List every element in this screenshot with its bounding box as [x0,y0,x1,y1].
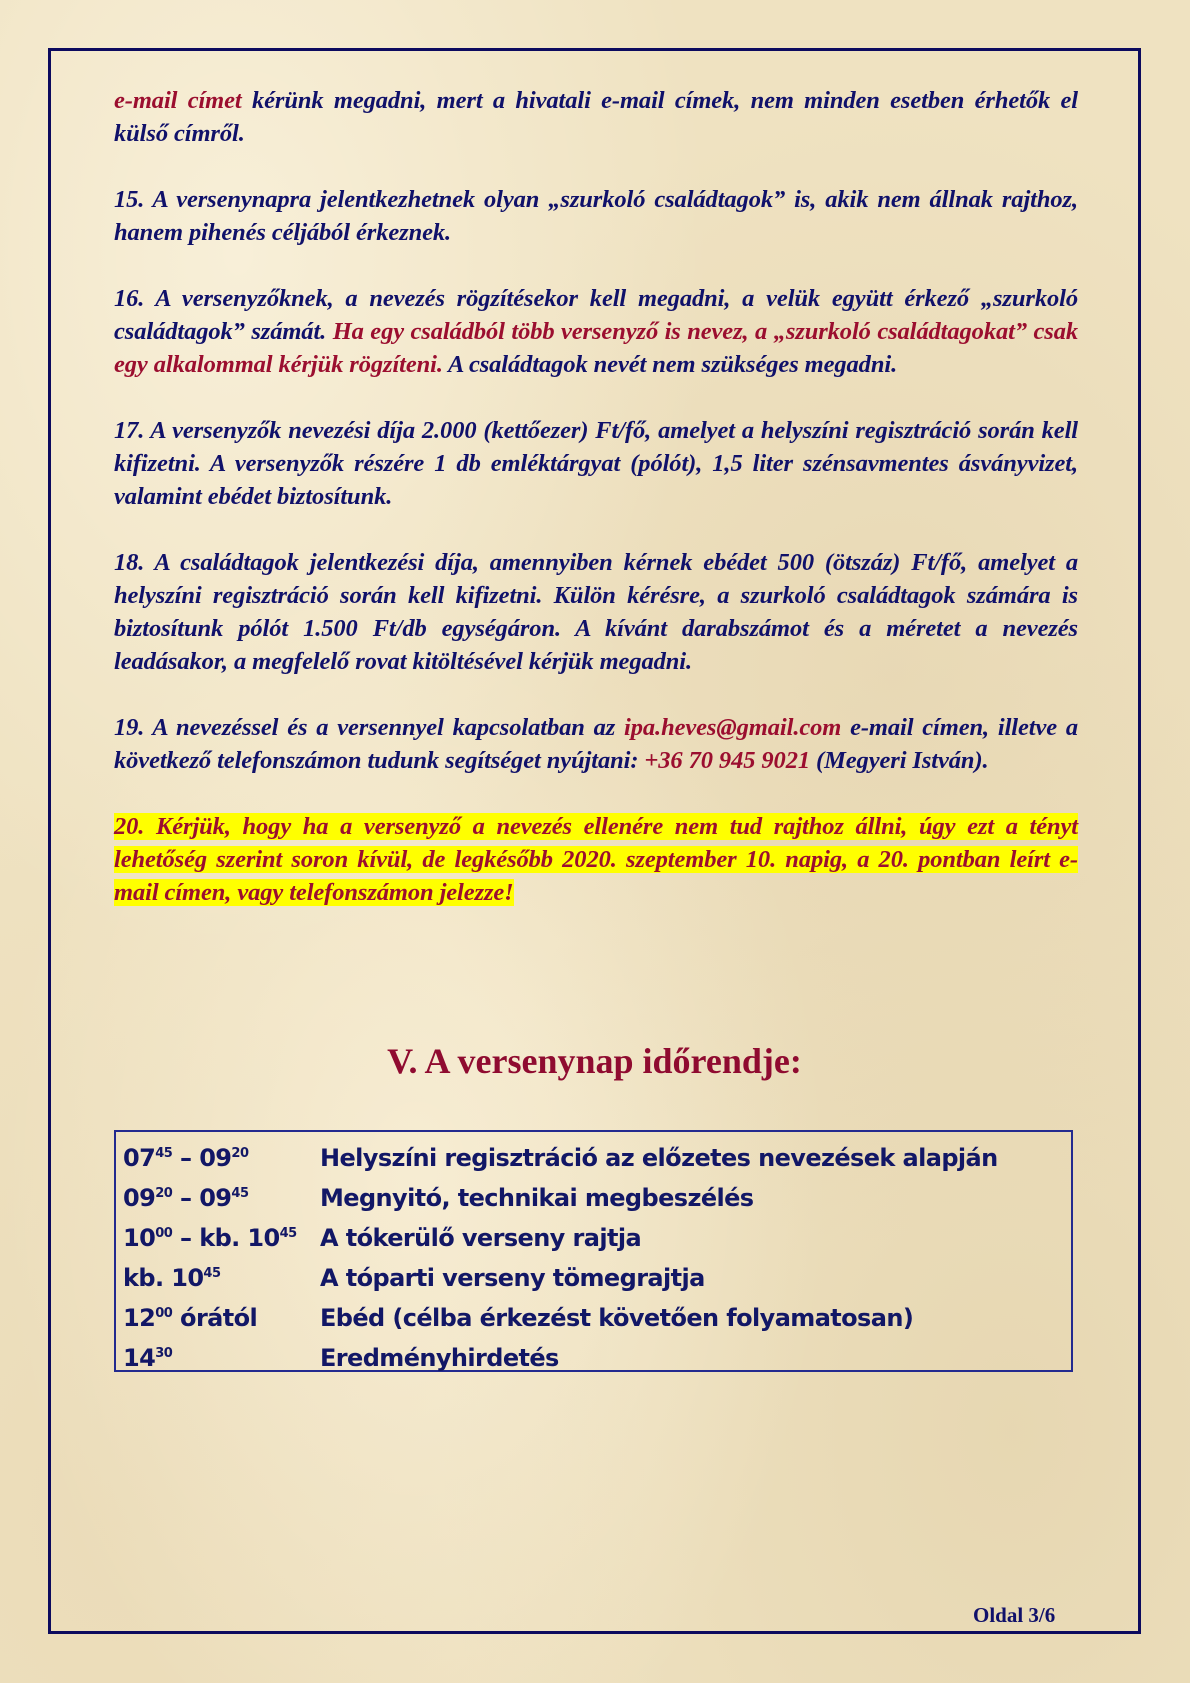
schedule-description: Ebéd (célba érkezést követően folyamatosan) [320,1304,914,1332]
schedule-time [123,1264,320,1292]
schedule-row [123,1258,1071,1298]
schedule-description: Eredményhirdetés [320,1344,559,1372]
schedule-description: Helyszíni regisztráció az előzetes nevezések alapján [320,1144,998,1172]
paragraph-text: 16. A versenyzőknek, a nevezés rögzítésekor kell megadni, a velük együtt érkező „szurkoló családtagok” számát. [114,285,1078,345]
paragraph-18: 18. A családtagok jelentkezési díja, amennyiben kérnek ebédet 500 (ötszáz) Ft/fő, amelyet a helyszíni regisztráció során kell kifizetni. Külön kérésre, a szurkoló családtagok számára is biztosítunk pólót 1.500 Ft/db egységáron. A kívánt darabszámot és a méretet a nevezés leadásakor, a megfelelő rovat kitöltésével kérjük megadni. [114,549,1078,675]
document-body [114,84,1078,942]
time-minutes: 20 [155,1186,173,1201]
highlighted-notice: 20. Kérjük, hogy ha a versenyző a nevezés ellenére nem tud rajthoz állni, úgy ezt a tényt lehetőség szerint soron kívül, de legkésőbb 2020. szeptember 10. napig, a 20. pontban leírt e-mail címen, vagy telefonszámon jelezze! [114,813,1078,906]
schedule-time [123,1224,320,1252]
time-part: 07 [123,1144,156,1172]
time-minutes: 45 [155,1146,173,1161]
contact-email-link[interactable]: ipa.heves@gmail.com [624,714,842,741]
schedule-time [123,1344,320,1372]
time-minutes: 45 [279,1226,297,1241]
paragraph-14-continued [114,84,1078,150]
paragraph-15: 15. A versenynapra jelentkezhetnek olyan „szurkoló családtagok” is, akik nem állnak rajthoz, hanem pihenés céljából érkeznek. [114,186,1078,246]
time-minutes: 45 [203,1266,221,1281]
time-part: órától [172,1304,258,1332]
time-minutes: 30 [155,1346,173,1361]
schedule-time [123,1304,320,1332]
time-minutes: 45 [231,1186,249,1201]
paragraph-text: (Megyeri István). [810,747,989,774]
paragraph-17: 17. A versenyzők nevezési díja 2.000 (kettőezer) Ft/fő, amelyet a helyszíni regisztráció során kell kifizetni. A versenyzők részére 1 db emléktárgyat (pólót), 1,5 liter szénsavmentes ásványvizet, valamint ebédet biztosítunk. [114,417,1078,510]
email-highlight-text: e-mail címet [114,87,242,114]
paragraph-text: e-mail címen, illetve a következő telefonszámon tudunk segítséget nyújtani: [114,714,1078,774]
schedule-row [123,1138,1071,1178]
paragraph-emphasis: Ha egy családból több versenyző is nevez, a „szurkoló családtagokat” csak egy alkalommal kérjük rögzíteni. [114,318,1078,378]
time-part: 12 [123,1304,156,1332]
time-part: 09 [123,1184,156,1212]
page-number: Oldal 3/6 [973,1603,1056,1627]
time-part: – kb. 10 [172,1224,280,1252]
time-minutes: 20 [231,1146,249,1161]
time-part: kb. 10 [123,1264,204,1292]
time-part: 10 [123,1224,156,1252]
paragraph-text: kérünk megadni, mert a hivatali e-mail címek, nem minden esetben érhetők el külső címről. [114,87,1078,147]
schedule-description: Megnyitó, technikai megbeszélés [320,1184,754,1212]
time-minutes: 00 [155,1306,173,1321]
schedule-row [123,1338,1071,1378]
paragraph-text: 19. A nevezéssel és a versennyel kapcsolatban az [114,714,625,741]
schedule-table [114,1130,1073,1372]
contact-phone: +36 70 945 9021 [644,747,811,774]
paragraph-16 [114,282,1078,381]
paragraph-text: A családtagok nevét nem szükséges megadni. [442,351,898,378]
paragraph-20-highlighted [114,810,1078,909]
section-title: V. A versenynap időrendje: [387,1041,802,1081]
time-part: 14 [123,1344,156,1372]
time-part: – 09 [172,1144,232,1172]
paragraph-19 [114,711,1078,777]
time-part: – 09 [172,1184,232,1212]
time-minutes: 00 [155,1226,173,1241]
schedule-time [123,1184,320,1212]
schedule-time [123,1144,320,1172]
schedule-row [123,1218,1071,1258]
schedule-row [123,1298,1071,1338]
schedule-description: A tókerülő verseny rajtja [320,1224,642,1252]
schedule-description: A tóparti verseny tömegrajtja [320,1264,705,1292]
schedule-row [123,1178,1071,1218]
